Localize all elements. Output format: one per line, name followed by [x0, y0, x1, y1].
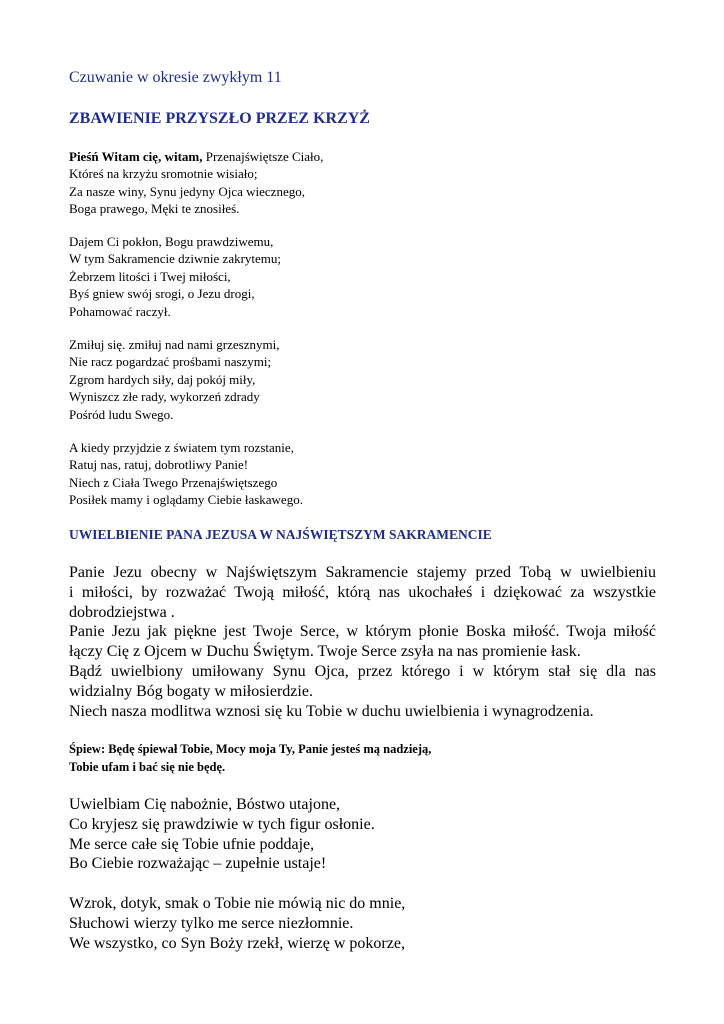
hymn-note-line: Śpiew: Będę śpiewał Tobie, Mocy moja Ty, Panie jesteś mą nadzieją, [69, 742, 432, 756]
song-stanza-4 [69, 439, 303, 509]
section-title: UWIELBIENIE PANA JEZUSA W NAJŚWIĘTSZYM SAKRAMENCIE [69, 527, 492, 542]
hymn-line: Co kryjesz się prawdziwie w tych figur osłonie. [69, 815, 375, 833]
song-line: Pośród ludu Swego. [69, 406, 174, 422]
song-line: Żebrzem litości i Twej miłości, [69, 268, 231, 284]
song-line: Któreś na krzyżu sromotnie wisiało; [69, 166, 258, 182]
hymn-line: Bo Ciebie rozważając – zupełnie ustaje! [69, 855, 327, 873]
hymn-line: We wszystko, co Syn Boży rzekł, wierzę w pokorze, [69, 934, 405, 952]
song-line: Zmiłuj się. zmiłuj nad nami grzesznymi, [69, 337, 280, 352]
song-line: Byś gniew swój srogi, o Jezu drogi, [69, 286, 255, 302]
song-stanza-2 [69, 233, 281, 320]
prayer-line: Bądź uwielbiony umiłowany Synu Ojca, przez którego i w którym stał się dla nas [69, 662, 656, 680]
hymn-note [69, 741, 431, 776]
song-line: Zgrom hardych siły, daj pokój miły, [69, 371, 256, 387]
song-stanza-3 [69, 336, 279, 423]
song-line: Niech z Ciała Twego Przenajświętszego [69, 474, 278, 490]
song-line: Boga prawego, Męki te znosiłeś. [69, 201, 240, 217]
song-line: Wyniszcz złe rady, wykorzeń zdrady [69, 389, 260, 405]
song-line: Nie racz pogardzać prośbami naszymi; [69, 354, 272, 370]
song-line: W tym Sakramencie dziwnie zakrytemu; [69, 251, 282, 267]
hymn-note-line: Tobie ufam i bać się nie będę. [69, 759, 226, 774]
hymn-line: Me serce całe się Tobie ufnie poddaje, [69, 835, 315, 853]
song-stanza-1 [69, 148, 323, 218]
prayer-line: dobrodziejstwa . [69, 603, 175, 621]
song-line: Pohamować raczył. [69, 303, 171, 319]
hymn-line: Wzrok, dotyk, smak o Tobie nie mówią nic do mnie, [69, 895, 406, 912]
hymn-line: Słuchowi wierzy tylko me serce niezłomnie. [69, 914, 354, 932]
song-intro-bold: Pieśń Witam cię, witam, [69, 149, 203, 164]
hymn-stanza-2 [69, 894, 405, 953]
song-line: A kiedy przyjdzie z światem tym rozstanie, [69, 440, 294, 455]
prayer-line: Panie Jezu obecny w Najświętszym Sakramencie stajemy przed Tobą w uwielbieniu [69, 564, 656, 581]
main-title: ZBAWIENIE PRZYSZŁO PRZEZ KRZYŻ [69, 110, 370, 127]
document-header: Czuwanie w okresie zwykłym 11 [69, 69, 282, 86]
prayer-line: i miłości, by rozważać Twoją miłość, którą nas ukochałeś i dziękować za wszystkie [69, 583, 656, 601]
prayer-line: widzialny Bóg bogaty w miłosierdzie. [69, 682, 313, 700]
hymn-line: Uwielbiam Cię nabożnie, Bóstwo utajone, [69, 796, 341, 813]
song-line: Ratuj nas, ratuj, dobrotliwy Panie! [69, 457, 249, 473]
prayer-text [69, 563, 656, 721]
prayer-line: Panie Jezu jak piękne jest Twoje Serce, w którym płonie Boska miłość. Twoja miłość [69, 623, 656, 641]
song-line: Pieśń Witam cię, witam, Przenajświętsze Ciało, [69, 149, 324, 164]
prayer-line: łączy Cię z Ojcem w Duchu Świętym. Twoje Serce zsyła na nas promienie łask. [69, 643, 581, 661]
song-line: Za nasze winy, Synu jedyny Ojca wiecznego, [69, 183, 305, 199]
song-line: Posiłek mamy i oglądamy Ciebie łaskawego. [69, 492, 303, 508]
song-line: Dajem Ci pokłon, Bogu prawdziwemu, [69, 234, 274, 249]
hymn-stanza-1 [69, 795, 375, 874]
prayer-line: Niech nasza modlitwa wznosi się ku Tobie w duchu uwielbienia i wynagrodzenia. [69, 702, 594, 720]
